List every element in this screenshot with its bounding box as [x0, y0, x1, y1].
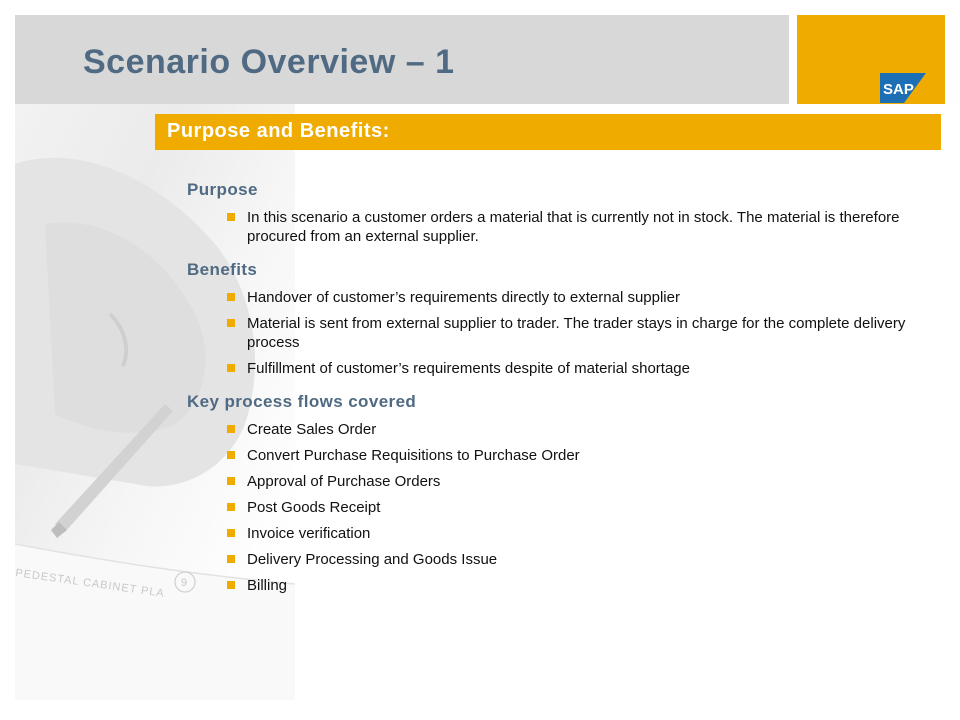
flows-heading: Key process flows covered	[187, 392, 417, 411]
list-item-text: Create Sales Order	[247, 421, 377, 438]
list-item-text: Approval of Purchase Orders	[247, 473, 441, 490]
list-item	[187, 208, 907, 246]
list-item-text: Post Goods Receipt	[247, 499, 381, 516]
list-item-text: Billing	[247, 577, 288, 594]
sap-logo-text: SAP	[883, 81, 914, 98]
list-item	[187, 314, 907, 352]
list-item-text: Delivery Processing and Goods Issue	[247, 551, 498, 568]
flows-list	[187, 420, 907, 595]
list-item-text: Fulfillment of customer’s requirements despite of material shortage	[247, 360, 690, 377]
benefits-list	[187, 288, 907, 378]
section-title: Purpose and Benefits:	[167, 120, 390, 142]
photo-caption-text: PEDESTAL CABINET PLA	[15, 567, 166, 600]
photo-number-text: 9	[181, 577, 188, 589]
bullet-square-icon	[227, 555, 235, 563]
title-bar	[15, 15, 789, 104]
bullet-square-icon	[227, 477, 235, 485]
list-item-text: Convert Purchase Requisitions to Purchase Order	[247, 447, 580, 464]
bullet-square-icon	[227, 293, 235, 301]
benefits-heading: Benefits	[187, 260, 258, 279]
slide-title: Scenario Overview – 1	[83, 43, 455, 81]
bullet-square-icon	[227, 319, 235, 327]
bullet-square-icon	[227, 581, 235, 589]
list-item-text: Invoice verification	[247, 525, 371, 542]
list-item-text: Handover of customer’s requirements directly to external supplier	[247, 289, 680, 306]
list-item	[187, 524, 907, 543]
list-item	[187, 359, 907, 378]
purpose-list	[187, 208, 907, 246]
bullet-square-icon	[227, 503, 235, 511]
bullet-square-icon	[227, 451, 235, 459]
bullet-square-icon	[227, 213, 235, 221]
list-item	[187, 446, 907, 465]
bullet-square-icon	[227, 425, 235, 433]
bullet-square-icon	[227, 529, 235, 537]
list-item	[187, 498, 907, 517]
list-item	[187, 420, 907, 439]
content-area	[187, 180, 907, 609]
list-item	[187, 550, 907, 569]
bullet-square-icon	[227, 364, 235, 372]
section-bar	[155, 114, 941, 150]
list-item	[187, 288, 907, 307]
list-item	[187, 472, 907, 491]
list-item-text: In this scenario a customer orders a material that is currently not in stock. The material is therefore procured from an external supplier.	[247, 209, 900, 245]
list-item-text: Material is sent from external supplier to trader. The trader stays in charge for the complete delivery process	[247, 315, 906, 351]
list-item	[187, 576, 907, 595]
purpose-heading: Purpose	[187, 180, 258, 199]
sap-logo	[880, 73, 926, 103]
